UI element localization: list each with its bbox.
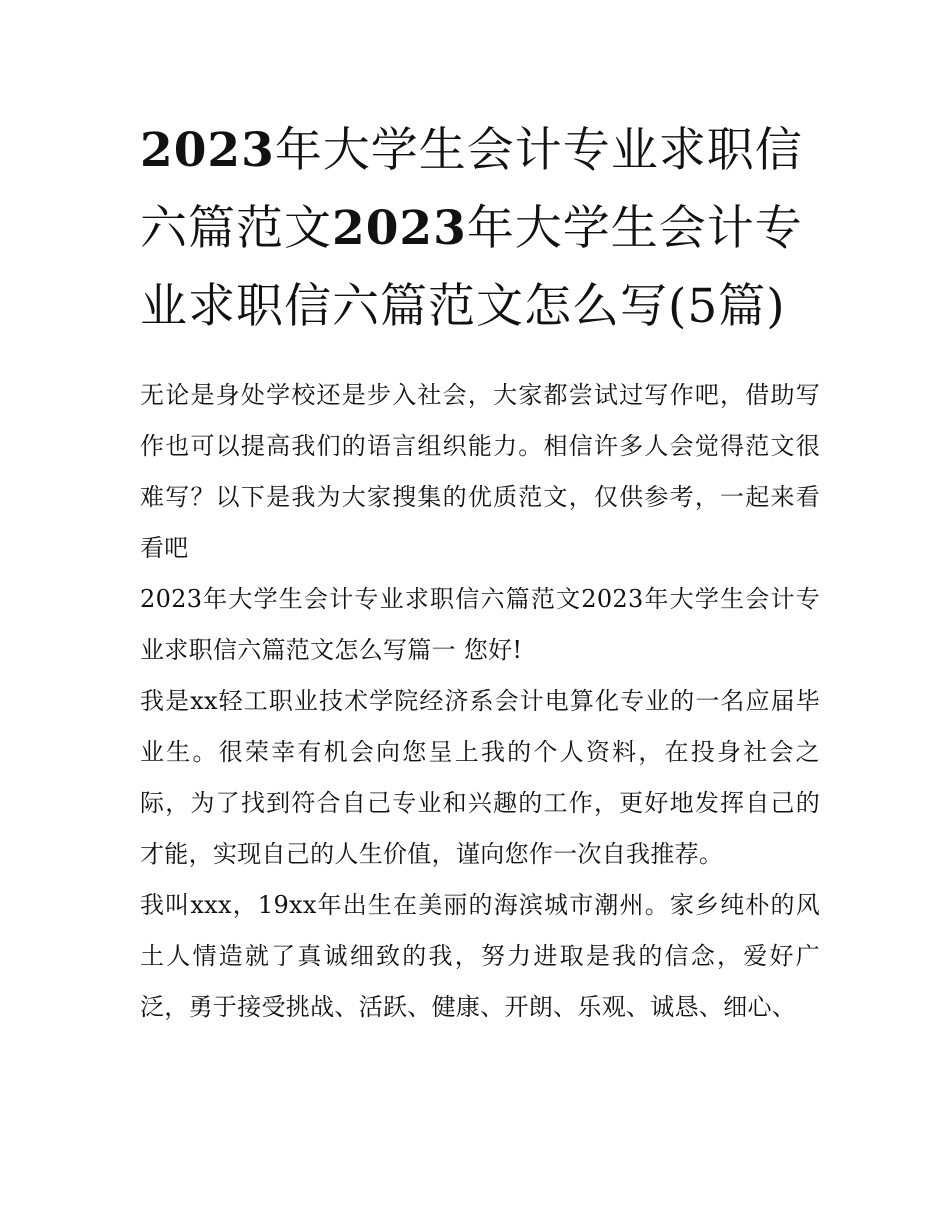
self-intro-paragraph: 我是xx轻工职业技术学院经济系会计电算化专业的一名应届毕业生。很荣幸有机会向您呈上我的个人资料，在投身社会之际，为了找到符合自己专业和兴趣的工作，更好地发挥自己的才能，实现自己的人生价值，谨向您作一次自我推荐。: [140, 687, 820, 868]
title-text-2: 年大学生会计专业求职信六篇范文怎么写(5篇): [140, 201, 803, 334]
document-body: [140, 370, 820, 1033]
document-page: [140, 112, 820, 1033]
title-year-1: 2023: [140, 123, 275, 178]
intro-paragraph: 无论是身处学校还是步入社会，大家都尝试过写作吧，借助写作也可以提高我们的语言组织能力。相信许多人会觉得范文很难写？以下是我为大家搜集的优质范文，仅供参考，一起来看看吧: [140, 381, 820, 562]
title-year-2: 2023: [332, 201, 467, 256]
document-title: [140, 112, 820, 346]
background-paragraph: 我叫xxx，19xx年出生在美丽的海滨城市潮州。家乡纯朴的风土人情造就了真诚细致的我，努力进取是我的信念，爱好广泛，勇于接受挑战、活跃、健康、开朗、乐观、诚恳、细心、: [140, 891, 820, 1021]
title-text-1: 年大学生会计专业求职信六篇范文: [140, 123, 803, 256]
letter-heading-paragraph: 2023年大学生会计专业求职信六篇范文2023年大学生会计专业求职信六篇范文怎么写篇一 您好!: [140, 585, 820, 664]
